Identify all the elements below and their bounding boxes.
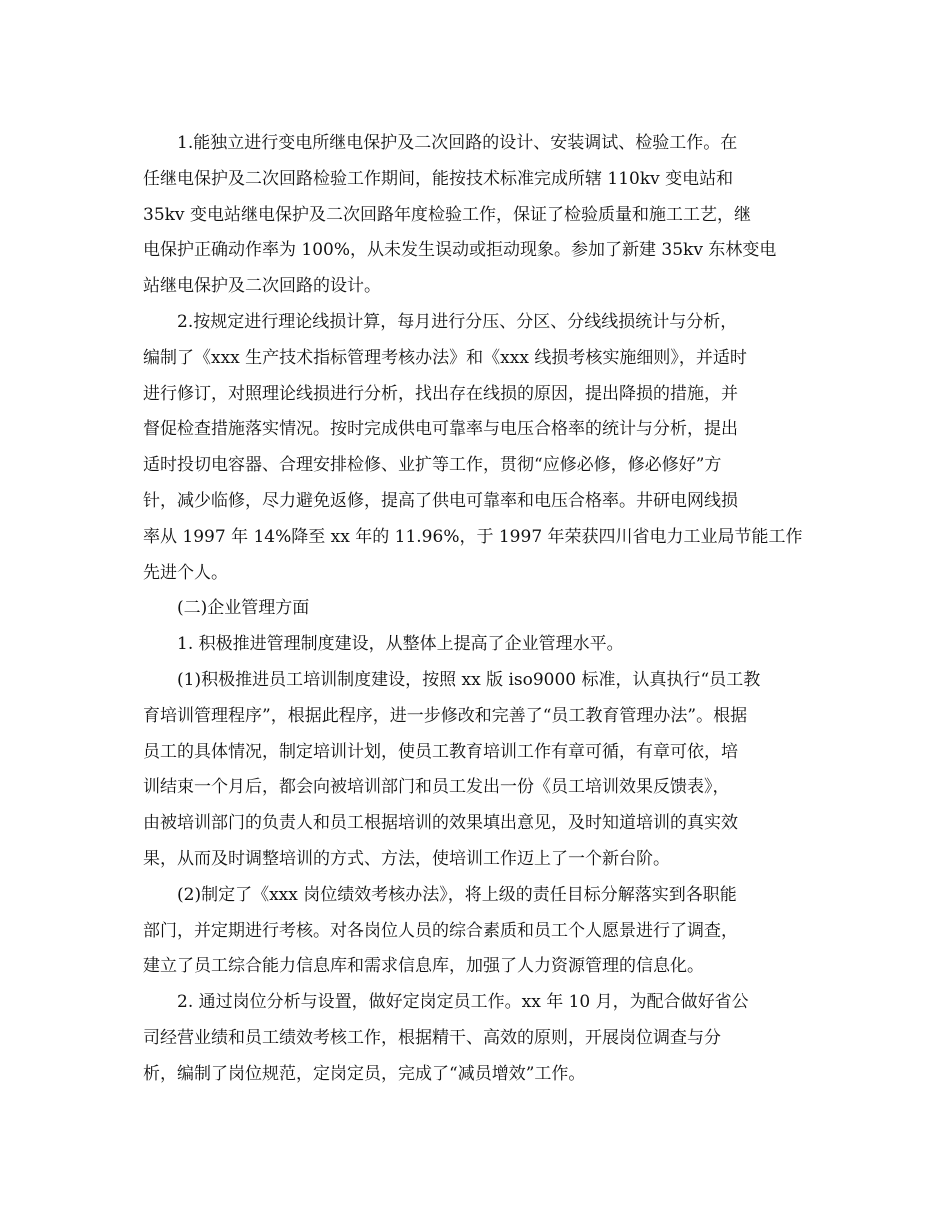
paragraph (143, 878, 815, 985)
text-line: 司经营业绩和员工绩效考核工作，根据精干、高效的原则，开展岗位调查与分 (143, 1027, 721, 1048)
text-line: 站继电保护及二次回路的设计。 (143, 276, 381, 297)
text-line: (2)制定了《xxx 岗位绩效考核办法》，将上级的责任目标分解落实到各职能 (177, 884, 737, 905)
text-line: 督促检查措施落实情况。按时完成供电可靠率与电压合格率的统计与分析，提出 (143, 419, 738, 440)
text-line: 适时投切电容器、合理安排检修、业扩等工作，贯彻“应修必修，修必修好”方 (143, 455, 722, 476)
text-line: 率从 1997 年 14%降至 xx 年的 11.96%，于 1997 年荣获四川省电力工业局节能工作 (143, 526, 803, 547)
text-line: (1)积极推进员工培训制度建设，按照 xx 版 iso9000 标准，认真执行“员工教 (177, 669, 761, 690)
text-line: 35kv 变电站继电保护及二次回路年度检验工作，保证了检验质量和施工工艺，继 (143, 204, 751, 225)
text-line: 由被培训部门的负责人和员工根据培训的效果填出意见，及时知道培训的真实效 (143, 813, 738, 834)
paragraph (143, 985, 815, 1092)
paragraph (143, 126, 815, 305)
text-line: 训结束一个月后，都会向被培训部门和员工发出一份《员工培训效果反馈表》， (143, 777, 730, 798)
text-line: 2.按规定进行理论线损计算，每月进行分压、分区、分线线损统计与分析， (177, 311, 738, 332)
text-line: 部门，并定期进行考核。对各岗位人员的综合素质和员工个人愿景进行了调查， (143, 920, 738, 941)
text-line: 析，编制了岗位规范，定岗定员，完成了“减员增效”工作。 (143, 1063, 586, 1084)
text-line: 针，减少临修，尽力避免返修，提高了供电可靠率和电压合格率。井研电网线损 (143, 490, 738, 511)
text-line: 1.能独立进行变电所继电保护及二次回路的设计、安装调试、检验工作。在 (177, 133, 738, 153)
paragraph (143, 627, 815, 663)
text-line: 育培训管理程序”，根据此程序，进一步修改和完善了“员工教育管理办法”。根据 (143, 705, 748, 726)
text-line: 电保护正确动作率为 100%，从未发生误动或拒动现象。参加了新建 35kv 东林变电 (143, 240, 777, 261)
text-line: 建立了员工综合能力信息库和需求信息库，加强了人力资源管理的信息化。 (143, 956, 704, 977)
paragraph (143, 305, 815, 591)
text-line: (二)企业管理方面 (177, 598, 310, 619)
text-line: 1. 积极推进管理制度建设，从整体上提高了企业管理水平。 (177, 634, 624, 655)
text-line: 编制了《xxx 生产技术指标管理考核办法》和《xxx 线损考核实施细则》，并适时 (143, 347, 747, 368)
document-body (143, 126, 815, 1093)
text-line: 先进个人。 (143, 562, 228, 583)
text-line: 员工的具体情况，制定培训计划，使员工教育培训工作有章可循，有章可依，培 (143, 741, 738, 762)
paragraph (143, 663, 815, 878)
text-line: 果，从而及时调整培训的方式、方法，使培训工作迈上了一个新台阶。 (143, 848, 670, 869)
text-line: 2. 通过岗位分析与设置，做好定岗定员工作。xx 年 10 月，为配合做好省公 (177, 992, 749, 1013)
text-line: 进行修订，对照理论线损进行分析，找出存在线损的原因，提出降损的措施，并 (143, 383, 738, 404)
text-line: 任继电保护及二次回路检验工作期间，能按技术标准完成所辖 110kv 变电站和 (143, 168, 734, 189)
paragraph (143, 591, 815, 627)
